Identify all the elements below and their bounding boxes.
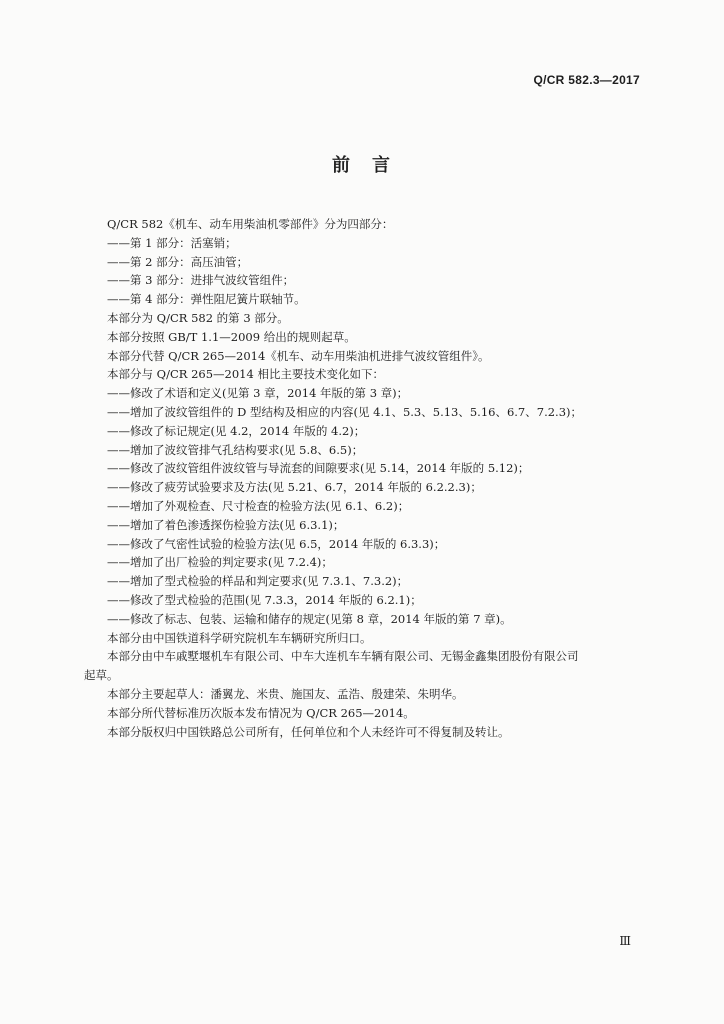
- list-item: ——第 1 部分：活塞销；: [107, 235, 237, 250]
- list-item: ——修改了疲劳试验要求及方法(见 5.21、6.7，2014 年版的 6.2.2.3)；: [107, 480, 482, 495]
- paragraph-continuation: 起草。: [84, 668, 119, 683]
- paragraph: Q/CR 582《机车、动车用柴油机零部件》分为四部分：: [107, 217, 394, 231]
- list-item: ——增加了着色渗透探伤检验方法(见 6.3.1)；: [107, 517, 345, 532]
- page-title: 前 言: [332, 155, 392, 176]
- list-item: ——第 2 部分：高压油管；: [107, 254, 249, 269]
- paragraph: 本部分由中车戚墅堰机车有限公司、中车大连机车车辆有限公司、无锡金鑫集团股份有限公司: [107, 649, 579, 664]
- page-number: Ⅲ: [619, 934, 631, 948]
- list-item: ——修改了型式检验的范围(见 7.3.3，2014 年版的 6.2.1)；: [107, 592, 422, 607]
- list-item: ——修改了波纹管组件波纹管与导流套的间隙要求(见 5.14，2014 年版的 5.12)；: [107, 461, 530, 476]
- paragraph: 本部分代替 Q/CR 265—2014《机车、动车用柴油机进排气波纹管组件》。: [107, 348, 490, 363]
- list-item: ——修改了术语和定义(见第 3 章，2014 年版的第 3 章)；: [107, 386, 409, 401]
- paragraph: 本部分由中国铁道科学研究院机车车辆研究所归口。: [107, 630, 372, 645]
- list-item: ——增加了外观检查、尺寸检查的检验方法(见 6.1、6.2)；: [107, 498, 410, 513]
- paragraph: 本部分为 Q/CR 582 的第 3 部分。: [107, 310, 289, 325]
- list-item: ——修改了标志、包装、运输和储存的规定(见第 8 章，2014 年版的第 7 章)。: [107, 611, 512, 626]
- list-item: ——第 4 部分：弹性阻尼簧片联轴节。: [107, 292, 306, 307]
- paragraph: 本部分与 Q/CR 265—2014 相比主要技术变化如下：: [107, 367, 384, 382]
- list-item: ——增加了波纹管组件的 D 型结构及相应的内容(见 4.1、5.3、5.13、5.16、6.7、7.2.3)；: [107, 404, 582, 419]
- list-item: ——增加了出厂检验的判定要求(见 7.2.4)；: [107, 555, 333, 570]
- paragraph: 本部分版权归中国铁路总公司所有，任何单位和个人未经许可不得复制及转让。: [107, 724, 510, 739]
- paragraph: 本部分所代替标准历次版本发布情况为 Q/CR 265—2014。: [107, 705, 415, 720]
- list-item: ——修改了气密性试验的检验方法(见 6.5，2014 年版的 6.3.3)；: [107, 536, 446, 551]
- paragraph: 本部分按照 GB/T 1.1—2009 给出的规则起草。: [107, 329, 356, 344]
- list-item: ——修改了标记规定(见 4.2，2014 年版的 4.2)；: [107, 423, 366, 438]
- list-item: ——增加了波纹管排气孔结构要求(见 5.8、6.5)；: [107, 442, 364, 457]
- paragraph: 本部分主要起草人：潘翼龙、米贵、施国友、孟浩、殷建荣、朱明华。: [107, 686, 464, 701]
- standard-code: Q/CR 582.3—2017: [533, 73, 640, 87]
- document-body: [84, 215, 640, 741]
- list-item: ——第 3 部分：进排气波纹管组件；: [107, 273, 295, 288]
- list-item: ——增加了型式检验的样品和判定要求(见 7.3.1、7.3.2)；: [107, 574, 409, 589]
